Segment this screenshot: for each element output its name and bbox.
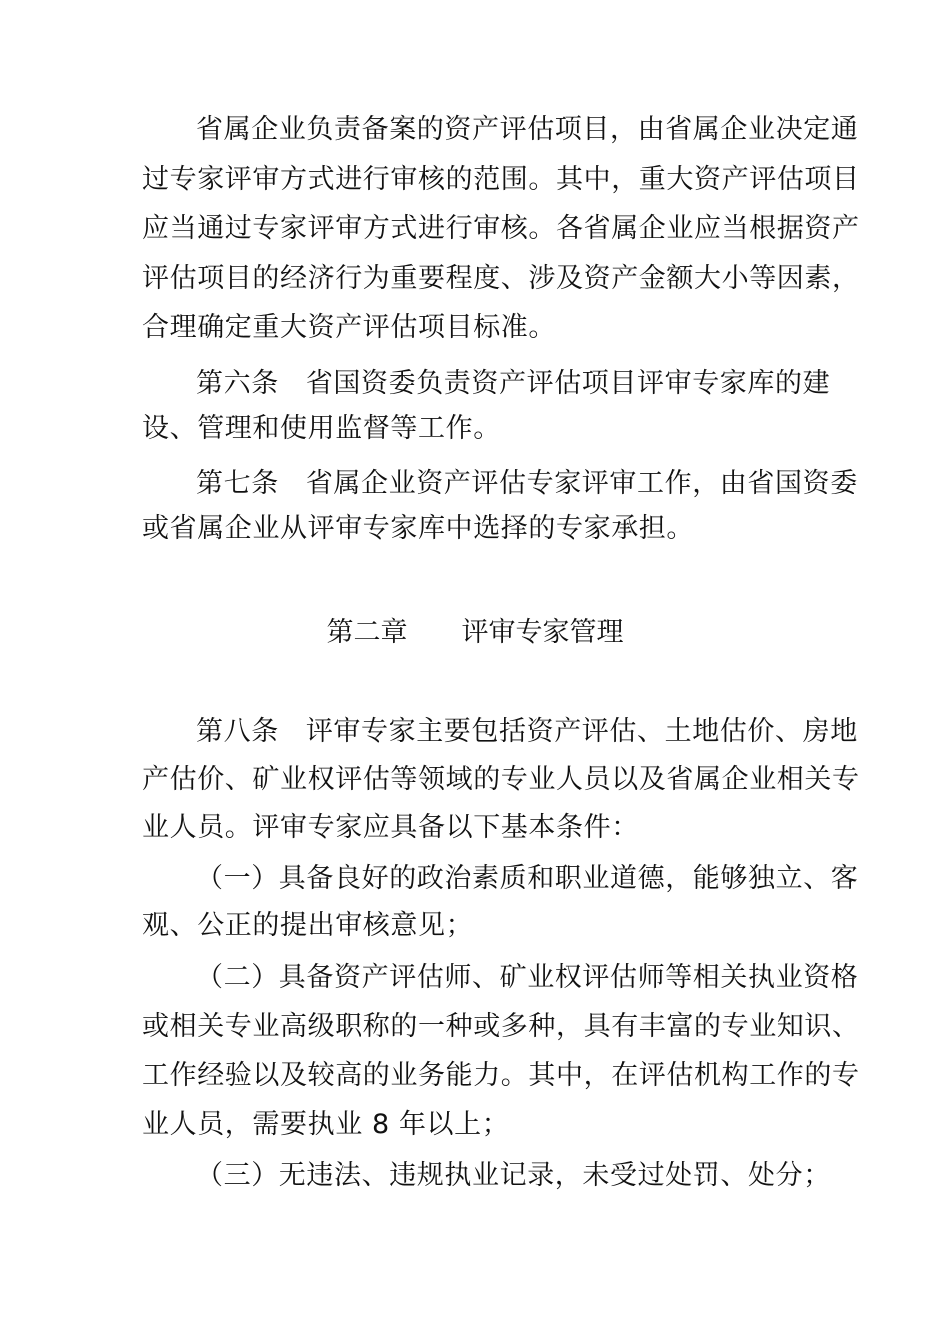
article-text: 省国资委负责资产评估项目评审专家库的建 bbox=[305, 368, 831, 399]
article-6-line bbox=[196, 366, 830, 402]
chapter-heading bbox=[0, 615, 950, 651]
article-number: 第八条 bbox=[196, 716, 279, 747]
item-line: （三）无违法、违规执业记录，未受过处罚、处分； bbox=[196, 1160, 831, 1191]
article-line: 产估价、矿业权评估等领域的专业人员以及省属企业相关专 bbox=[142, 764, 860, 795]
paragraph-line: 省属企业负责备案的资产评估项目，由省属企业决定通 bbox=[196, 114, 859, 145]
paragraph-line: 应当通过专家评审方式进行审核。各省属企业应当根据资产 bbox=[142, 213, 860, 244]
article-text: 评审专家主要包括资产评估、土地估价、房地 bbox=[305, 716, 858, 747]
article-text: 省属企业资产评估专家评审工作，由省国资委 bbox=[305, 468, 858, 499]
article-8-line bbox=[196, 714, 858, 750]
chapter-title: 评审专家管理 bbox=[461, 617, 624, 648]
item-line: 业人员，需要执业 8 年以上； bbox=[142, 1109, 510, 1140]
item-line: 或相关专业高级职称的一种或多种，具有丰富的专业知识、 bbox=[142, 1011, 860, 1042]
article-line: 设、管理和使用监督等工作。 bbox=[142, 413, 501, 444]
chapter-number: 第二章 bbox=[326, 617, 408, 648]
article-line: 业人员。评审专家应具备以下基本条件： bbox=[142, 812, 639, 843]
article-7-line bbox=[196, 466, 858, 502]
article-line: 或省属企业从评审专家库中选择的专家承担。 bbox=[142, 513, 694, 544]
article-number: 第七条 bbox=[196, 468, 279, 499]
paragraph-line: 合理确定重大资产评估项目标准。 bbox=[142, 312, 556, 343]
paragraph-line: 评估项目的经济行为重要程度、涉及资产金额大小等因素， bbox=[142, 263, 860, 294]
item-line: （一）具备良好的政治素质和职业道德，能够独立、客 bbox=[196, 863, 859, 894]
item-line: 观、公正的提出审核意见； bbox=[142, 910, 474, 941]
item-line: （二）具备资产评估师、矿业权评估师等相关执业资格 bbox=[196, 962, 859, 993]
item-line: 工作经验以及较高的业务能力。其中，在评估机构工作的专 bbox=[142, 1060, 860, 1091]
paragraph-line: 过专家评审方式进行审核的范围。其中，重大资产评估项目 bbox=[142, 164, 860, 195]
article-number: 第六条 bbox=[196, 368, 279, 399]
